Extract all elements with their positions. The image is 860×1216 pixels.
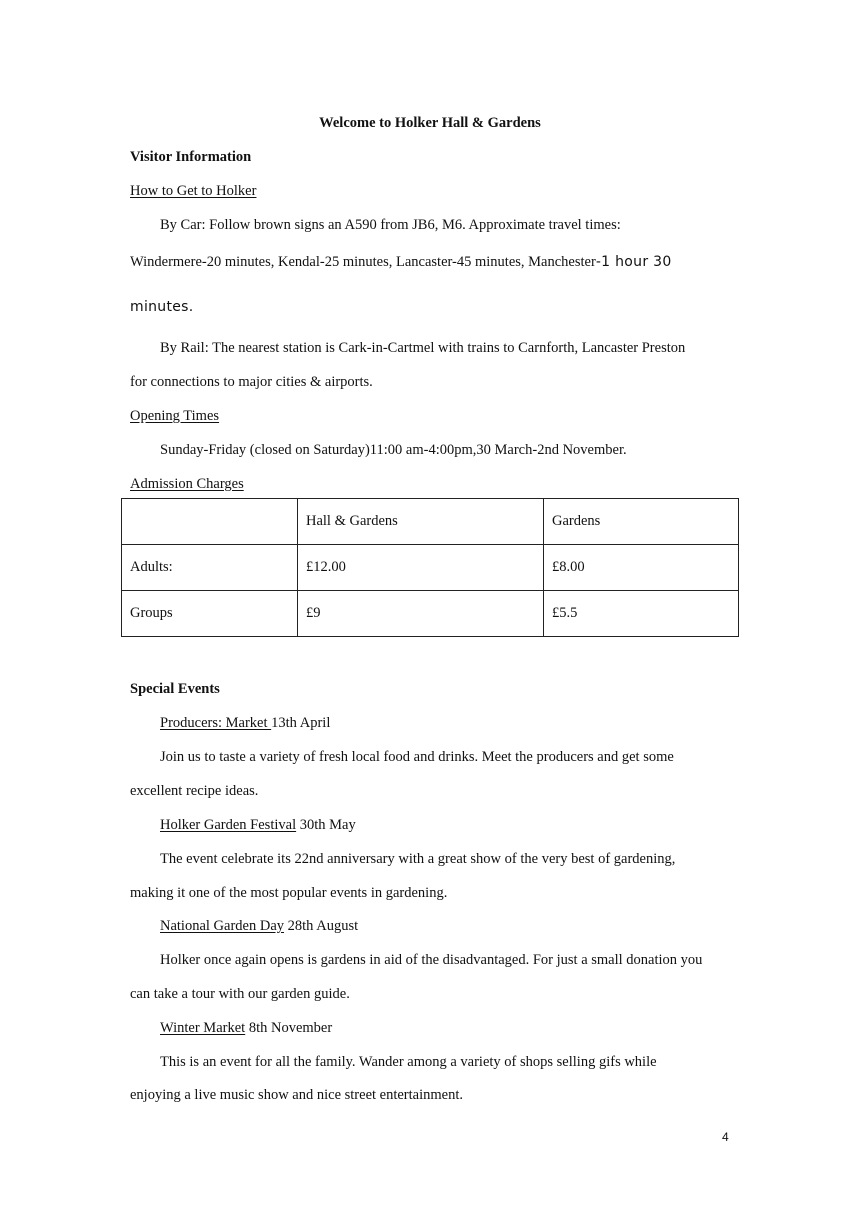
event-title-line (160, 1019, 332, 1037)
event-description-line: This is an event for all the family. Wander among a variety of shops selling gifs while (160, 1054, 657, 1070)
table-row (122, 591, 739, 637)
table-cell: £12.00 (298, 545, 544, 591)
table-header-row (122, 499, 739, 545)
event-description-line: excellent recipe ideas. (130, 783, 259, 799)
car-directions-line: By Car: Follow brown signs an A590 from JB6, M6. Approximate travel times: (160, 217, 621, 233)
getting-there-heading: How to Get to Holker (130, 183, 257, 199)
event-description-line: making it one of the most popular events in gardening. (130, 885, 448, 901)
event-description-line: Holker once again opens is gardens in aid of the disadvantaged. For just a small donation you (160, 952, 703, 968)
opening-times-heading: Opening Times (130, 408, 220, 424)
event-description-line: can take a tour with our garden guide. (130, 986, 350, 1002)
opening-times-text: Sunday-Friday (closed on Saturday)11:00 am-4:00pm,30 March-2nd November. (160, 442, 627, 458)
table-cell: £5.5 (544, 591, 739, 637)
rail-directions-line: By Rail: The nearest station is Cark-in-Cartmel with trains to Carnforth, Lancaster Preston (160, 340, 686, 356)
event-date: 8th November (245, 1020, 333, 1036)
table-row (122, 545, 739, 591)
event-title-line (160, 816, 356, 834)
table-cell: Groups (122, 591, 298, 637)
page-title: Welcome to Holker Hall & Gardens (319, 115, 541, 131)
event-date: 28th August (284, 918, 359, 934)
visitor-info-heading: Visitor Information (130, 149, 252, 165)
page-number: 4 (722, 1130, 729, 1144)
table-cell: Adults: (122, 545, 298, 591)
table-cell: £9 (298, 591, 544, 637)
event-title-line (160, 714, 330, 732)
event-description-line: enjoying a live music show and nice street entertainment. (130, 1087, 463, 1103)
special-events-heading: Special Events (130, 681, 220, 697)
table-cell: £8.00 (544, 545, 739, 591)
handwritten-travel-time: -1 hour 30 (595, 254, 672, 270)
admission-charges-heading: Admission Charges (130, 476, 244, 492)
event-name: Holker Garden Festival (160, 817, 297, 833)
event-title-line (160, 917, 358, 935)
event-name: Winter Market (160, 1020, 246, 1036)
event-name: Producers: Market (160, 715, 272, 731)
table-header-cell: Hall & Gardens (298, 499, 544, 545)
travel-times-text: Windermere-20 minutes, Kendal-25 minutes, Lancaster-45 minutes, Manchester (130, 254, 596, 270)
event-name: National Garden Day (160, 918, 285, 934)
handwritten-minutes: minutes. (130, 299, 194, 315)
event-date: 30th May (296, 817, 356, 833)
admission-charges-table (121, 498, 739, 637)
table-header-cell (122, 499, 298, 545)
rail-connections-line: for connections to major cities & airports. (130, 374, 373, 390)
table-header-cell: Gardens (544, 499, 739, 545)
event-date: 13th April (271, 715, 331, 731)
travel-times-line (130, 253, 672, 271)
event-description-line: The event celebrate its 22nd anniversary with a great show of the very best of gardening, (160, 851, 676, 867)
event-description-line: Join us to taste a variety of fresh local food and drinks. Meet the producers and get some (160, 749, 674, 765)
